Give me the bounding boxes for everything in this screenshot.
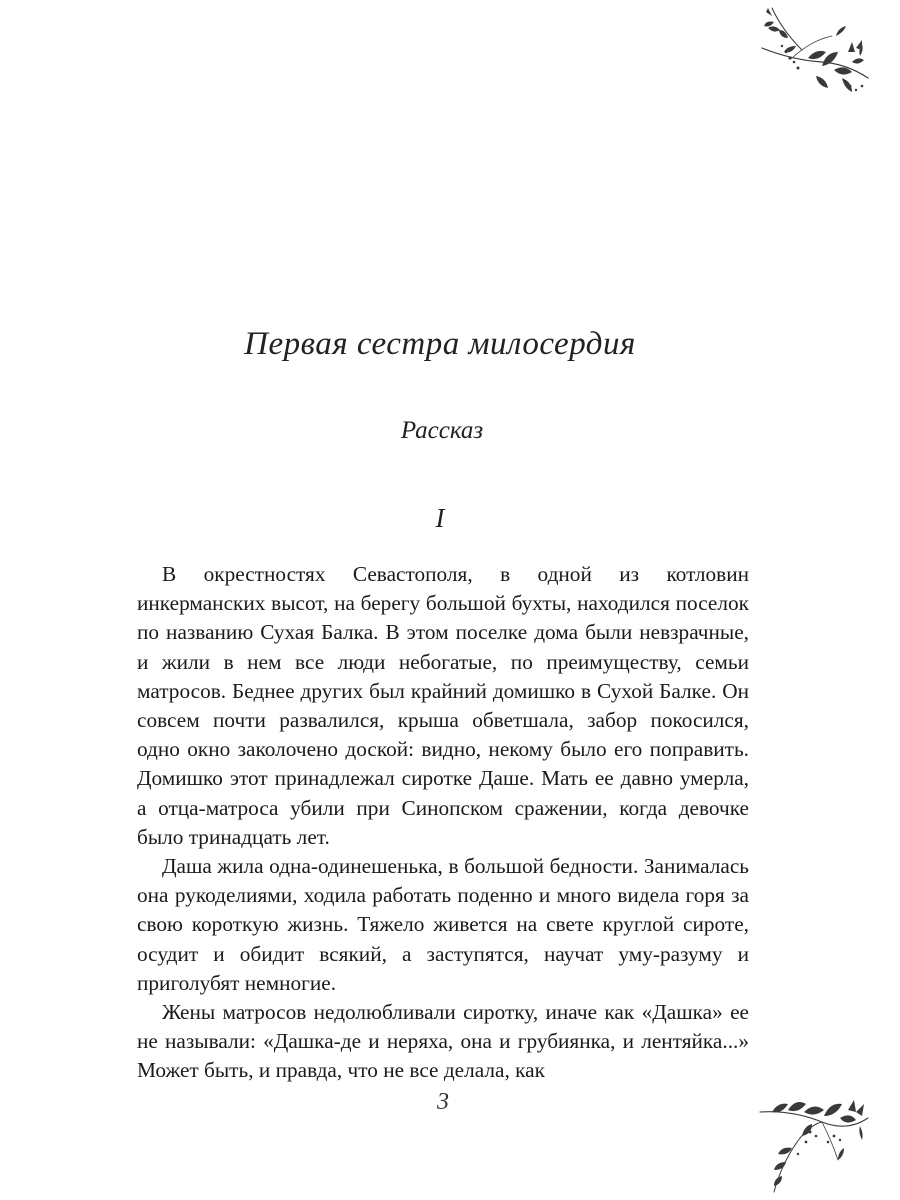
story-body: [137, 560, 749, 1086]
floral-ornament-top-icon: [752, 0, 870, 100]
story-subtitle: Рассказ: [400, 417, 484, 444]
paragraph: Жены матросов недолюбливали сиротку, иначе как «Дашка» ее не называли: «Дашка-де и неряха, она и грубиянка, и лентяйка...» Может быть, и правда, что не все делала, как: [137, 1000, 749, 1083]
chapter-number: I: [435, 503, 445, 533]
paragraph: Даша жила одна-одинешенька, в большой бедности. Занималась она рукоделиями, ходила работать поденно и много видела горя за свою короткую жизнь. Тяжело живется на свете круглой сироте, осудит и обидит всякий, а заступятся, научат уму-разуму и приголубят немногие.: [137, 854, 749, 995]
page-number: 3: [437, 1089, 449, 1115]
story-title: Первая сестра милосердия: [244, 326, 636, 362]
floral-ornament-bottom-icon: [752, 1082, 870, 1200]
paragraph: В окрестностях Севастополя, в одной из котловин инкерманских высот, на берегу большой бухты, находился поселок по названию Сухая Балка. В этом поселке дома были невзрачные, и жили в нем все люди небогатые, по преимуществу, семьи матросов. Беднее других был крайний домишко в Сухой Балке. Он совсем почти развалился, крыша обветшала, забор покосился, одно окно заколочено доской: видно, некому было его поправить. Домишко этот принадлежал сиротке Даше. Мать ее давно умерла, а отца-матроса убили при Синопском сражении, когда девочке было тринадцать лет.: [137, 562, 749, 849]
